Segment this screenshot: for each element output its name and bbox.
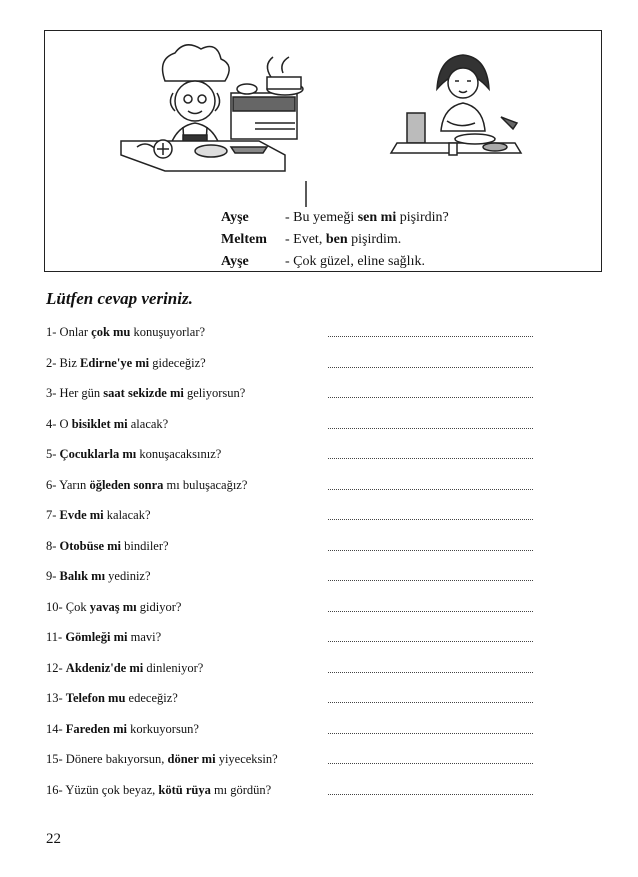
question-emphasis: Telefon mu: [65, 691, 126, 705]
question-number: 5-: [46, 447, 57, 461]
question-emphasis: Akdeniz'de mi: [65, 660, 144, 675]
question-number: 7-: [46, 508, 57, 522]
dialogue-line: [221, 207, 449, 229]
question-part: O: [59, 416, 72, 431]
question-number: 13-: [46, 691, 63, 705]
question-text: [46, 751, 278, 767]
question-emphasis: yavaş mı: [89, 599, 137, 614]
dialogue-text: [285, 207, 449, 229]
illustration-frame: [44, 30, 602, 272]
question-row: [46, 440, 546, 471]
answer-blank[interactable]: [328, 580, 533, 581]
question-text: [46, 355, 206, 371]
answer-blank[interactable]: [328, 550, 533, 551]
answer-blank[interactable]: [328, 641, 533, 642]
question-row: [46, 745, 546, 776]
question-emphasis: Edirne'ye mi: [80, 355, 150, 370]
dialogue-speaker: Ayşe: [221, 254, 249, 269]
question-emphasis: öğleden sonra: [89, 477, 164, 492]
question-text: [46, 416, 168, 432]
dialogue-text: [285, 229, 401, 251]
dialogue-text-part: - Çok güzel, eline sağlık.: [285, 254, 425, 269]
question-emphasis: kötü rüya: [158, 782, 211, 797]
answer-blank[interactable]: [328, 428, 533, 429]
question-number: 11-: [46, 630, 63, 644]
dialogue-text-bold: sen mi: [357, 210, 397, 225]
answer-blank[interactable]: [328, 733, 533, 734]
answer-blank[interactable]: [328, 458, 533, 459]
question-part: konuşuyorlar?: [130, 325, 206, 339]
question-row: [46, 410, 546, 441]
dialogue-speaker: Meltem: [221, 232, 267, 247]
question-text: [46, 660, 203, 676]
question-emphasis: Gömleği mi: [65, 630, 128, 644]
question-part: bindiler?: [121, 538, 169, 553]
question-row: [46, 776, 546, 807]
instruction-heading: Lütfen cevap veriniz.: [46, 289, 193, 308]
question-number: 15-: [46, 752, 63, 766]
question-row: [46, 715, 546, 746]
question-part: mı buluşacağız?: [163, 477, 248, 492]
question-part: Her gün: [59, 386, 104, 400]
question-part: alacak?: [127, 416, 169, 431]
answer-blank[interactable]: [328, 489, 533, 490]
dialogue-text-bold: ben: [325, 232, 348, 247]
question-part: gideceğiz?: [149, 355, 206, 370]
answer-blank[interactable]: [328, 702, 533, 703]
question-text: [46, 599, 181, 615]
question-number: 1-: [46, 325, 57, 339]
question-row: [46, 471, 546, 502]
question-row: [46, 532, 546, 563]
question-part: Çok: [65, 599, 90, 614]
question-text: [46, 446, 221, 462]
answer-blank[interactable]: [328, 397, 533, 398]
page-number: 22: [46, 831, 61, 847]
question-number: 16-: [46, 782, 63, 797]
question-row: [46, 593, 546, 624]
question-number: 9-: [46, 569, 57, 583]
question-number: 12-: [46, 660, 63, 675]
question-part: dinleniyor?: [143, 660, 204, 675]
question-text: [46, 538, 169, 554]
answer-blank[interactable]: [328, 672, 533, 673]
question-row: [46, 684, 546, 715]
counter: [121, 140, 285, 171]
dialogue-text-part: pişirdin?: [396, 210, 449, 225]
stove: [231, 57, 303, 139]
question-number: 2-: [46, 355, 57, 370]
question-row: [46, 654, 546, 685]
question-number: 8-: [46, 538, 57, 553]
question-row: [46, 623, 546, 654]
question-part: Yüzün çok beyaz,: [65, 782, 159, 797]
question-part: Dönere bakıyorsun,: [65, 752, 168, 766]
question-text: [46, 782, 271, 798]
answer-blank[interactable]: [328, 611, 533, 612]
eater-figure: [391, 55, 521, 155]
dialogue: [221, 207, 449, 273]
question-part: mı gördün?: [210, 782, 272, 797]
dialogue-text-part: - Bu yemeği: [285, 210, 358, 225]
question-text: [46, 629, 161, 645]
question-part: yediniz?: [105, 569, 151, 583]
question-part: konuşacaksınız?: [136, 447, 222, 461]
question-emphasis: Çocuklarla mı: [59, 447, 137, 461]
question-number: 10-: [46, 599, 63, 614]
answer-blank[interactable]: [328, 336, 533, 337]
question-emphasis: bisiklet mi: [71, 416, 128, 431]
question-part: mavi?: [127, 630, 162, 644]
question-part: korkuyorsun?: [127, 721, 199, 736]
question-number: 14-: [46, 721, 63, 736]
dialogue-line: [221, 251, 449, 273]
question-text: [46, 477, 247, 493]
answer-blank[interactable]: [328, 794, 533, 795]
question-row: [46, 562, 546, 593]
question-part: geliyorsun?: [183, 386, 246, 400]
question-part: yiyeceksin?: [215, 752, 278, 766]
question-text: [46, 507, 151, 523]
question-row: [46, 501, 546, 532]
dialogue-text: [285, 251, 425, 273]
question-emphasis: çok mu: [91, 325, 131, 339]
question-list: [46, 318, 546, 806]
question-emphasis: döner mi: [167, 752, 216, 766]
question-part: kalacak?: [103, 508, 151, 522]
question-text: [46, 385, 245, 401]
answer-blank[interactable]: [328, 763, 533, 764]
answer-blank[interactable]: [328, 519, 533, 520]
question-row: [46, 379, 546, 410]
question-emphasis: Fareden mi: [65, 721, 128, 736]
question-emphasis: Evde mi: [59, 508, 104, 522]
question-number: 3-: [46, 386, 57, 400]
question-text: [46, 690, 178, 706]
question-part: Yarın: [59, 477, 90, 492]
question-row: [46, 318, 546, 349]
question-text: [46, 721, 199, 737]
dialogue-speaker: Ayşe: [221, 210, 249, 225]
question-part: edeceğiz?: [125, 691, 178, 705]
dialogue-line: [221, 229, 449, 251]
question-number: 6-: [46, 477, 57, 492]
question-part: Onlar: [59, 325, 92, 339]
dialogue-text-part: pişirdim.: [347, 232, 402, 247]
question-emphasis: Balık mı: [59, 569, 106, 583]
question-text: [46, 568, 151, 584]
question-part: gidiyor?: [136, 599, 182, 614]
question-part: Biz: [59, 355, 81, 370]
question-number: 4-: [46, 416, 57, 431]
question-row: [46, 349, 546, 380]
dialogue-text-part: - Evet,: [285, 232, 326, 247]
question-emphasis: saat sekizde mi: [103, 386, 184, 400]
answer-blank[interactable]: [328, 367, 533, 368]
question-emphasis: Otobüse mi: [59, 538, 122, 553]
question-text: [46, 324, 205, 340]
